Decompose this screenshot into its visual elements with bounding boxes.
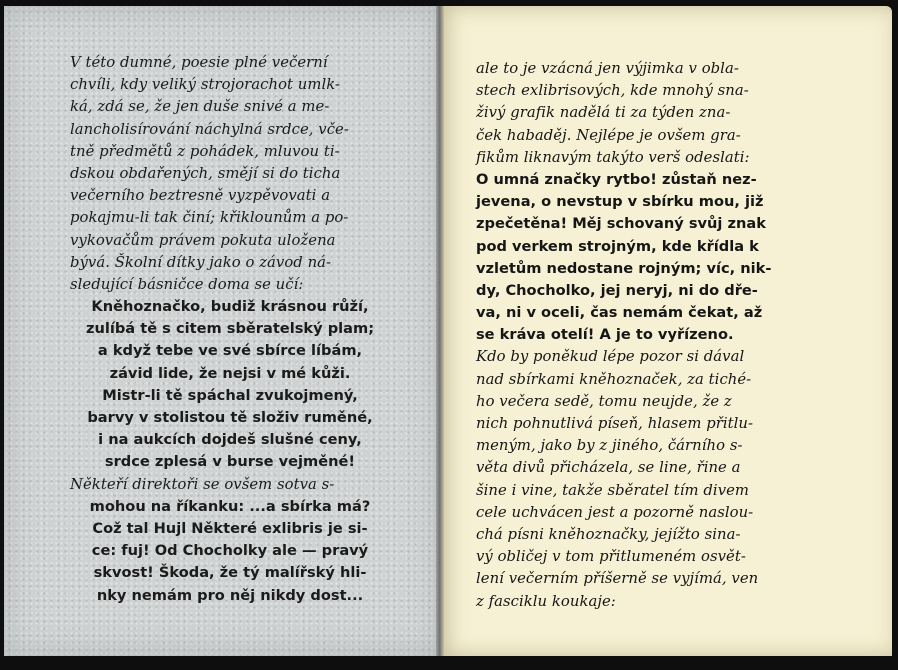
left-page-line: ce: fuj! Od Chocholky ale — pravý	[91, 542, 369, 560]
right-page-line: ho večera sedě, tomu neujde, že z	[476, 392, 732, 410]
left-page-line: Kněhoznačko, budiž krásnou růží,	[91, 298, 369, 316]
left-page-line: nky nemám pro něj nikdy dost...	[96, 586, 364, 604]
left-page-line: Mistr-li tě spáchal zvukojmený,	[102, 386, 358, 404]
right-page-line: stech exlibrisových, kde mnohý sna-	[476, 82, 749, 100]
left-page-line: barvy v stolistou tě složiv ruměné,	[87, 409, 373, 426]
left-page-line: lancholisírování náchylná srdce, vče-	[70, 120, 349, 138]
left-page-line: dskou obdařených, smějí si do ticha	[70, 164, 341, 182]
right-page-line: lení večerním příšerně se vyjímá, ven	[476, 570, 759, 588]
left-page-line: vykovačům právem pokuta uložena	[70, 231, 336, 249]
left-page-line: sledující básničce doma se učí:	[70, 275, 304, 293]
left-page-line: a když tebe ve své sbírce líbám,	[97, 342, 363, 360]
right-page-line: Kdo by poněkud lépe pozor si dával	[476, 348, 745, 366]
right-page-line: živý grafik nadělá ti za týden zna-	[476, 104, 731, 122]
right-page-text	[476, 58, 794, 613]
right-page-line: vzletům nedostane rojným; víc, nik-	[476, 259, 772, 277]
left-page-line: ká, zdá se, že jen duše snivé a me-	[70, 98, 330, 116]
right-page-line: ček habaděj. Nejlépe je ovšem gra-	[476, 126, 741, 144]
left-page-line: srdce zplesá v burse vejměné!	[104, 453, 356, 471]
right-page-line: jevena, o nevstup v sbírku mou, již	[476, 193, 764, 211]
right-page-line: ale to je vzácná jen výjimka v obla-	[476, 60, 739, 77]
right-page-line: nad sbírkami kněhoznaček, za tiché-	[476, 370, 752, 388]
right-page-line: dy, Chocholko, jej neryj, ni do dře-	[476, 281, 758, 299]
left-page-line: i na aukcích dojdeš slušné ceny,	[98, 431, 362, 449]
right-page-line: pod verkem strojným, kde křídla k	[476, 237, 759, 255]
left-page-line: večerního beztresně vyzpěvovati a	[70, 187, 331, 205]
left-page-line: mohou na říkanku: ...a sbírka má?	[89, 497, 371, 515]
right-page-line: meným, jako by z jiného, čárního s-	[476, 437, 743, 455]
left-page-line: pokajmu-li tak činí; křiklounům a po-	[70, 209, 349, 227]
right-page-line: nich pohnutlivá píseň, hlasem přitlu-	[476, 415, 754, 432]
right-page-line: cele uchvácen jest a pozorně naslou-	[476, 503, 754, 521]
right-page-line: va, ni v oceli, čas nemám čekat, až	[476, 304, 763, 322]
right-page-line: se kráva otelí! A je to vyřízeno.	[476, 326, 734, 344]
right-page-line: vý obličej v tom přitlumeném osvět-	[476, 548, 746, 566]
left-page-line: chvíli, kdy veliký strojorachot umlk-	[70, 76, 341, 94]
left-page-line: Někteří direktoři se ovšem sotva s-	[70, 475, 335, 493]
left-page-text	[70, 52, 390, 607]
book-gutter	[436, 6, 444, 656]
right-page-line: zpečetěna! Měj schovaný svůj znak	[476, 215, 766, 233]
right-page-line: šine i vine, takže sběratel tím divem	[476, 481, 749, 499]
left-page-line: skvost! Škoda, že tý malířský hli-	[93, 564, 367, 582]
left-page-line: zulíbá tě s citem sběratelský plam;	[85, 320, 375, 338]
left-page-line: tně předmětů z pohádek, mluvou ti-	[70, 142, 340, 160]
left-page-line: závid lide, že nejsi v mé kůži.	[109, 364, 351, 382]
right-page-line: chá písni kněhoznačky, jejížto sina-	[476, 525, 741, 543]
right-page-line: fikům liknavým takýto verš odeslati:	[476, 148, 750, 166]
left-page-line: bývá. Školní dítky jako o závod ná-	[70, 253, 332, 271]
right-page-line: O umná značky rytbo! zůstaň nez-	[476, 170, 757, 188]
right-page-line: věta divů přicházela, se line, řine a	[476, 459, 741, 477]
left-page-line: Což tal Hujl Některé exlibris je si-	[92, 519, 368, 537]
right-page-line: z fasciklu koukaje:	[476, 592, 616, 610]
left-page-line: V této dumné, poesie plné večerní	[70, 54, 328, 71]
